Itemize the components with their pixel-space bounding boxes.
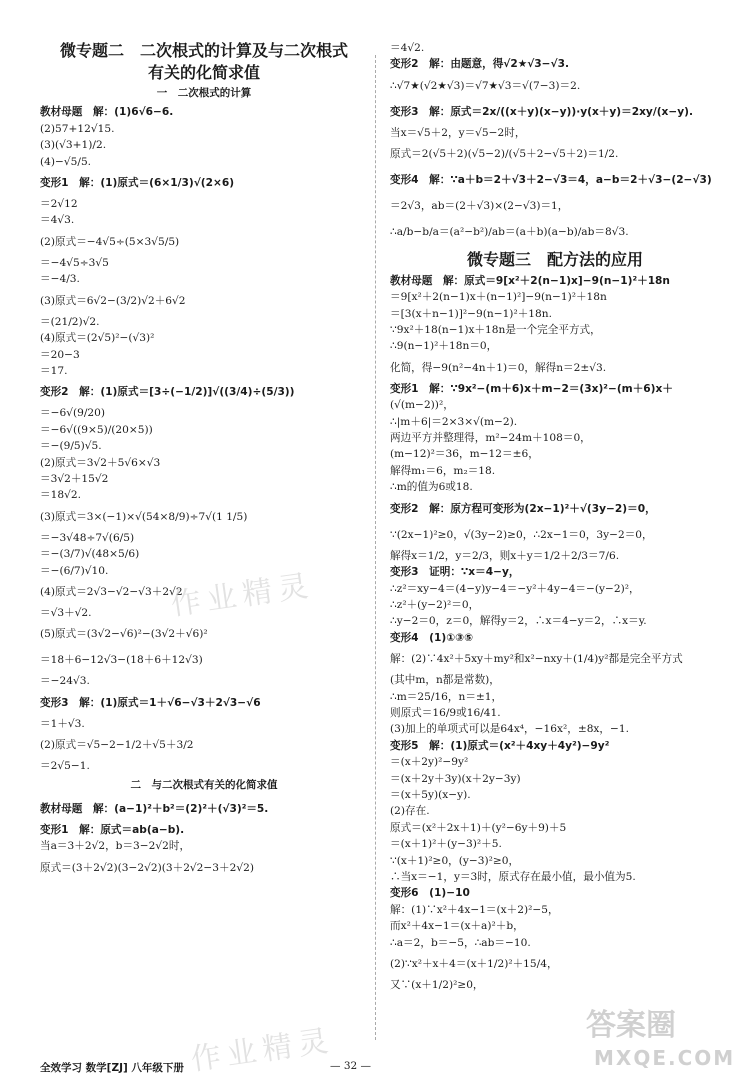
text-line: ∴m＝25/16，n＝±1， (390, 690, 503, 703)
text-line: 变形2 解：由题意，得√2★√3−√3. (390, 58, 570, 71)
text-line: ＝18＋6−12√3−(18＋6＋12√3) (40, 654, 203, 667)
text-line: (3)(√3+1)/2. (40, 139, 107, 152)
watermark-text-1: 作业精灵 (168, 568, 317, 623)
text-line: ∴m的值为6或18. (390, 481, 473, 494)
text-line: ∴z²＝xy−4＝(4−y)y−4＝−y²＋4y−4＝−(y−2)²， (390, 582, 640, 595)
text-line: 变形5 解：(1)原式＝(x²＋4xy＋4y²)−9y² (390, 739, 610, 752)
text-line: ＝20−3 (40, 348, 80, 361)
text-line: 变形3 解：原式＝2x/((x＋y)(x−y))·y(x＋y)＝2xy/(x−y). (390, 105, 694, 118)
text-line: ＝4√3. (40, 214, 75, 227)
text-line: (4)原式＝(2√5)²−(√3)² (40, 332, 155, 345)
text-line: 变形6 (1)−10 (390, 887, 470, 900)
left-title-line2: 有关的化简求值 (147, 62, 260, 82)
text-line: (其中m，n都是常数)， (390, 674, 500, 687)
text-line: 当x＝√5＋2，y＝√5−2时， (390, 126, 526, 139)
text-line: 变形3 证明：∵x＝4−y， (390, 566, 520, 579)
text-line: ＝(x＋2y＋3y)(x＋2y−3y) (390, 772, 521, 785)
text-line: ＝(x＋1)²＋(y−3)²＋5. (390, 838, 502, 851)
text-line: ＝2√5−1. (40, 760, 90, 773)
text-line: 解：(2)∵4x²＋5xy＋my²和x²−nxy＋(1/4)y²都是完全平方式 (390, 653, 683, 666)
text-line: ∴|m＋6|＝2×3×√(m−2). (390, 415, 518, 428)
text-line: ∴a＝2，b＝−5，∴ab＝−10. (390, 936, 531, 949)
text-line: ＝−6√((9×5)/(20×5)) (40, 423, 153, 436)
column-divider (375, 55, 376, 1040)
text-line: 教材母题 解：(1)6√6−6. (40, 106, 174, 119)
watermark-logo (586, 1000, 736, 1080)
text-line: 解：(1)∵x²＋4x−1＝(x＋2)²−5， (390, 903, 559, 916)
page-number: — 32 — (330, 1060, 372, 1072)
text-line: ＝2√12 (40, 198, 78, 211)
section-heading-2: 二 与二次根式有关的化简求值 (130, 778, 278, 791)
text-line: 化简，得−9(n²−4n＋1)＝0，解得n＝2±√3. (390, 361, 607, 374)
left-column (40, 40, 368, 881)
left-lines-a (40, 104, 368, 774)
text-line: 又∵(x＋1/2)²≥0， (390, 979, 484, 992)
text-line: 变形2 解：(1)原式＝[3÷(−1/2)]√((3/4)÷(5/3)) (40, 386, 295, 399)
right-column (390, 40, 720, 993)
right-title: 微专题三 配方法的应用 (466, 250, 643, 270)
text-line: (2)原式＝3√2＋5√6×√3 (40, 456, 161, 469)
text-line: ＝[3(x＋n−1)]²−9(n−1)²＋18n. (390, 307, 552, 320)
text-line: 变形1 解：(1)原式＝(6×1/3)√(2×6) (40, 177, 235, 190)
text-line: ＝−3√48÷7√(6/5) (40, 531, 135, 544)
text-line: 变形1 解：原式＝ab(a−b). (40, 823, 185, 836)
text-line: (m−12)²＝36，m−12＝±6， (390, 448, 539, 461)
text-line: 原式＝(x²＋2x＋1)＋(y²−6y＋9)＋5 (390, 821, 567, 834)
text-line: ＝(21/2)√2. (40, 315, 100, 328)
text-line: 解得x＝1/2，y＝2/3，则x＋y＝1/2＋2/3＝7/6. (390, 549, 620, 562)
watermark-text-2: 作业精灵 (188, 1023, 337, 1078)
text-line: 教材母题 解：原式＝9[x²＋2(n−1)x]−9(n−1)²＋18n (390, 274, 670, 287)
text-line: ∵(2x−1)²≥0，√(3y−2)≥0，∴2x−1＝0，3y−2＝0， (390, 528, 653, 541)
text-line: ＝(x＋5y)(x−y). (390, 788, 471, 801)
text-line: (2)原式＝−4√5÷(5×3√5/5) (40, 235, 180, 248)
left-title-line1: 微专题二 二次根式的计算及与二次根式 (59, 41, 348, 60)
text-line: (2)原式＝√5−2−1/2＋√5＋3/2 (40, 739, 194, 752)
text-line: (4)原式＝2√3−√2−√3＋2√2 (40, 585, 183, 598)
text-line: 则原式＝16/9或16/41. (390, 706, 501, 719)
text-line: 原式＝(3＋2√2)(3−2√2)(3＋2√2−3＋2√2) (40, 861, 254, 874)
text-line: (3)原式＝6√2−(3/2)√2＋6√2 (40, 294, 186, 307)
text-line: ＝−4√5÷3√5 (40, 256, 109, 269)
text-line: ∴√7★(√2★√3)＝√7★√3＝√(7−3)＝2. (390, 79, 581, 92)
section-heading-1: 一 二次根式的计算 (156, 87, 252, 100)
text-line: (3)原式＝3×(−1)×√(54×8/9)÷7√(1 1/5) (40, 510, 248, 523)
text-line: ＝2√3，ab＝(2＋√3)×(2−√3)＝1， (390, 200, 569, 213)
text-line: 而x²＋4x−1＝(x＋a)²＋b， (390, 920, 524, 933)
text-line: 两边平方并整理得，m²−24m＋108＝0， (390, 432, 591, 445)
text-line: ∴当x＝−1，y＝3时，原式存在最小值，最小值为5. (390, 871, 636, 883)
text-line: ∵9x²＋18(n−1)x＋18n是一个完全平方式， (390, 324, 601, 337)
text-line: 原式＝2(√5＋2)(√5−2)/(√5＋2−√5＋2)＝1/2. (390, 148, 619, 161)
text-line: ＝−24√3. (40, 675, 90, 688)
text-line: 变形4 解：∵a＋b＝2＋√3＋2−√3＝4，a−b＝2＋√3−(2−√3) (390, 174, 712, 187)
text-line: 教材母题 解：(a−1)²＋b²＝(2)²＋(√3)²＝5. (40, 802, 269, 815)
text-line: ＝18√2. (40, 489, 81, 502)
text-line: ＝−(3/7)√(48×5/6) (40, 548, 140, 561)
text-line: ＝3√2＋15√2 (40, 472, 109, 485)
text-line: 变形3 解：(1)原式＝1＋√6−√3＋2√3−√6 (40, 696, 261, 709)
text-line: ＝4√2. (390, 42, 425, 54)
text-line: ∴y−2＝0，z＝0，解得y＝2，∴x＝4−y＝2，∴x＝y. (390, 615, 647, 628)
text-line: ＝√3＋√2. (40, 606, 92, 619)
text-line: ∴a/b−b/a＝(a²−b²)/ab＝(a＋b)(a−b)/ab＝8√3. (390, 226, 629, 239)
text-line: 变形4 (1)①③⑤ (390, 631, 474, 644)
text-line: ＝−4/3. (40, 273, 80, 286)
text-line: ＝1＋√3. (40, 717, 85, 730)
right-lines-b (390, 273, 720, 994)
text-line: 当a＝3＋2√2，b＝3−2√2时， (40, 840, 191, 853)
text-line: (4)−√5/5. (40, 155, 92, 168)
text-line: 解得m₁＝6，m₂＝18. (390, 464, 496, 477)
text-line: ∴z²＋(y−2)²＝0， (390, 598, 480, 611)
text-line: 变形1 解：∵9x²−(m＋6)x＋m−2＝(3x)²−(m＋6)x＋ (390, 382, 673, 395)
text-line: ＝−(9/5)√5. (40, 440, 102, 453)
text-line: ∴9(n−1)²＋18n＝0， (390, 340, 498, 353)
text-line: (√(m−2))²， (390, 399, 454, 412)
text-line: ＝17. (40, 364, 68, 377)
footer-book-title: 全效学习 数学[ZJ] 八年级下册 (40, 1062, 184, 1074)
text-line: (2)存在. (390, 805, 430, 818)
text-line: (3)加上的单项式可以是64x⁴，−16x²，±8x，−1. (390, 723, 629, 736)
text-line: (2)∵x²＋x＋4＝(x＋1/2)²＋15/4， (390, 958, 558, 971)
text-line: ＝9[x²＋2(n−1)x＋(n−1)²]−9(n−1)²＋18n (390, 291, 607, 304)
text-line: ＝(x＋2y)²−9y² (390, 756, 469, 769)
right-lines-a (390, 40, 720, 245)
text-line: (5)原式＝(3√2−√6)²−(3√2＋√6)² (40, 628, 208, 641)
watermark-logo-text: 答案圈 (586, 1008, 676, 1043)
text-line: ＝−(6/7)√10. (40, 564, 109, 577)
watermark-logo-sub: MXQE.COM (594, 1046, 736, 1070)
left-lines-b (40, 796, 368, 881)
text-line: ＝−6√(9/20) (40, 407, 106, 420)
text-line: 变形2 解：原方程可变形为(2x−1)²＋√(3y−2)＝0， (390, 502, 656, 515)
text-line: ∵(x＋1)²≥0，(y−3)²≥0， (390, 854, 520, 867)
text-line: (2)57+12√15. (40, 122, 115, 135)
